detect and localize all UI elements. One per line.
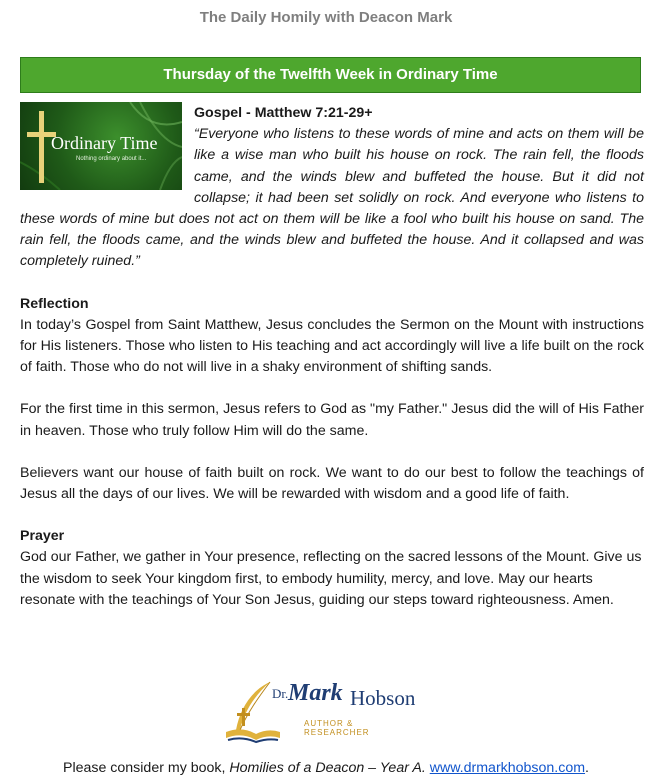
- reflection-paragraph: For the first time in this sermon, Jesus refers to God as "my Father." Jesus did the will of His Father in heaven. Those who truly follow Him will do the same.: [20, 401, 644, 439]
- promo-prefix: Please consider my book,: [62, 760, 230, 776]
- site-title: The Daily Homily with Deacon Mark: [199, 9, 453, 26]
- image-title: Ordinary Time: [51, 133, 158, 153]
- logo-tagline: AUTHOR & RESEARCHER: [304, 719, 370, 737]
- reflection-heading: Reflection: [20, 295, 89, 312]
- gospel-heading: Gospel - Matthew 7:21-29+: [194, 105, 373, 121]
- book-promo: [0, 760, 652, 776]
- prayer-heading: Prayer: [20, 528, 65, 545]
- image-subtitle: Nothing ordinary about it...: [76, 156, 147, 162]
- logo-mark: Mark: [288, 680, 343, 706]
- reflection-paragraph: Believers want our house of faith built on rock. We want to do our best to follow the teachings of Jesus all the days of our lives. We will be rewarded with wisdom and a good life of faith.: [20, 464, 644, 503]
- gospel-quote: [20, 124, 644, 272]
- day-banner: Thursday of the Twelfth Week in Ordinary Time: [20, 57, 641, 93]
- author-logo: [222, 680, 422, 746]
- promo-suffix: .: [585, 760, 589, 776]
- logo-hobson: Hobson: [350, 686, 416, 710]
- reflection-paragraph: In today’s Gospel from Saint Matthew, Jesus concludes the Sermon on the Mount with instructions for His listeners. Those who listen to His teaching and act accordingly will live a life built on the rock of faith. Those who do not will live in a shaky environment of shifting sands.: [20, 316, 644, 376]
- homily-article: [20, 103, 644, 611]
- gospel-text: “Everyone who listens to these words of mine and acts on them will be like a wise man who built his house on rock. The rain fell, the floods came, and the winds blew and buffeted the house. But it did not collapse; it had been set solidly on rock. And everyone who listens to these words of mine but does not act on them will be like a fool who built his house on sand. The rain fell, the floods came, and the winds blew and buffeted the house. And it collapsed and was completely ruined.”: [20, 126, 644, 270]
- book-title: Homilies of a Deacon – Year A.: [229, 760, 426, 776]
- logo-dr: Dr.: [272, 686, 289, 701]
- website-link[interactable]: www.drmarkhobson.com: [429, 760, 586, 776]
- prayer-text: God our Father, we gather in Your presence, reflecting on the sacred lessons of the Mount. Give us the wisdom to seek Your kingdom first, to embody humility, mercy, and love. May our hearts resonate with the teachings of Your Son Jesus, guiding our steps toward righteousness. Amen.: [20, 549, 642, 608]
